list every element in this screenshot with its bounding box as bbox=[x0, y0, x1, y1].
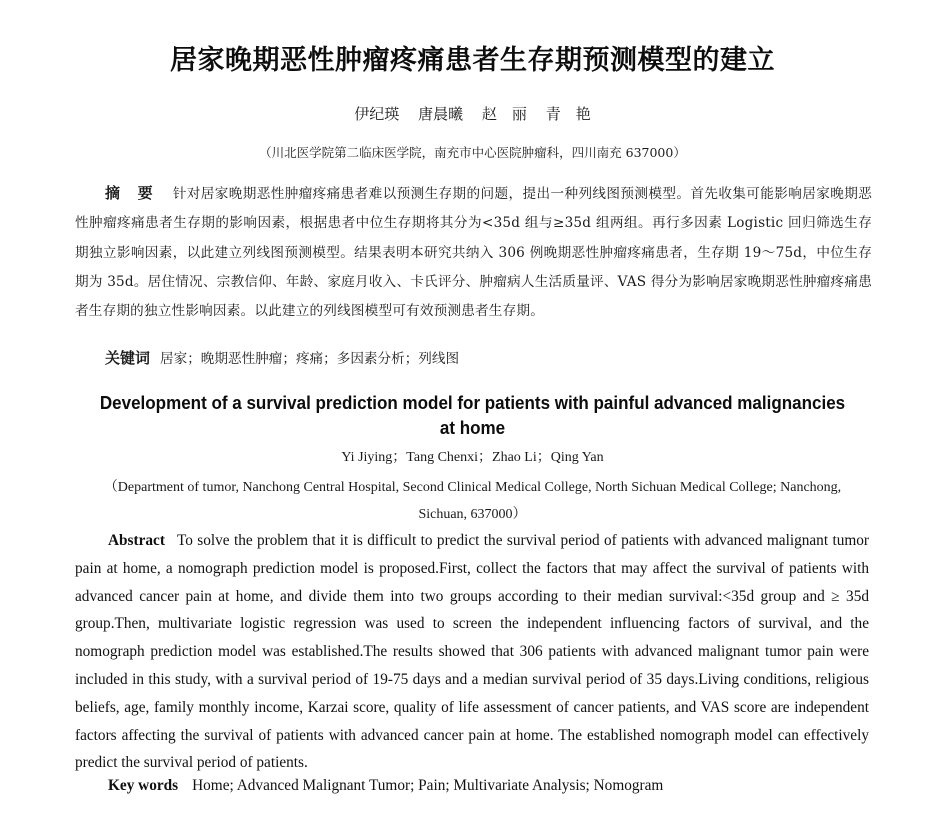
chinese-author: 唐晨曦 bbox=[418, 105, 464, 123]
chinese-keywords-text: 居家；晚期恶性肿瘤；疼痛；多因素分析；列线图 bbox=[160, 351, 460, 367]
chinese-title: 居家晚期恶性肿瘤疼痛患者生存期预测模型的建立 bbox=[170, 45, 775, 76]
english-title: Development of a survival prediction model for patients with painful advanced malignancies at home bbox=[99, 392, 846, 438]
chinese-keywords bbox=[105, 347, 459, 368]
english-keywords-text: Home; Advanced Malignant Tumor; Pain; Multivariate Analysis; Nomogram bbox=[192, 777, 664, 794]
chinese-author: 赵 丽 bbox=[481, 105, 527, 123]
english-abstract-label: Abstract bbox=[108, 532, 165, 549]
chinese-author-list bbox=[0, 103, 945, 124]
chinese-author: 青 艳 bbox=[545, 105, 591, 123]
english-keywords-label: Key words bbox=[108, 777, 179, 794]
chinese-keywords-label: 关键词 bbox=[105, 349, 151, 367]
chinese-abstract-text: 针对居家晚期恶性肿瘤疼痛患者难以预测生存期的问题，提出一种列线图预测模型。首先收集可能影响居家晚期恶性肿瘤疼痛患者生存期的影响因素，根据患者中位生存期将其分为<35d 组与≥35d 组两组。再行多因素 Logistic 回归筛选生存期独立影响因素，以此建立列线图预测模型。结果表明本研究共纳入 306 例晚期恶性肿瘤疼痛患者，生存期 19～75d，中位生存期为 35d。居住情况、宗教信仰、年龄、家庭月收入、卡氏评分、肿瘤病人生活质量评、VAS 得分为影响居家晚期恶性肿瘤疼痛患者生存期的独立性影响因素。以此建立的列线图模型可有效预测患者生存期。 bbox=[75, 186, 872, 320]
chinese-affiliation: （川北医学院第二临床医学院，南充市中心医院肿瘤科，四川南充 637000） bbox=[259, 145, 686, 160]
english-abstract-text: To solve the problem that it is difficult to predict the survival period of patients with advanced malignant tumor pain at home, a nomograph prediction model is proposed.First, collect the factors that may affect the survival of patients with advanced cancer pain at home, and divide them into two groups according to their median survival:<35d group and ≥ 35d group.Then, multivariate logistic regression was used to screen the independent influencing factors of survival, and the nomograph prediction model was established.The results showed that 306 patients with advanced malignant tumor pain were included in this study, with a survival period of 19-75 days and a median survival period of 35 days.Living conditions, religious beliefs, age, family monthly income, Karzai score, quality of life assessment of cancer patients, and VAS score are independent factors affecting the survival of patients with advanced cancer pain at home. The established nomograph model can effectively predict the survival period of patients. bbox=[75, 532, 869, 772]
english-affiliation: （Department of tumor, Nanchong Central Hospital, Second Clinical Medical College, North Sichuan Medical College; Nanchong, Sichuan, 637000） bbox=[103, 480, 842, 522]
english-abstract bbox=[75, 527, 869, 777]
english-author-list: Yi Jiying；Tang Chenxi；Zhao Li；Qing Yan bbox=[341, 450, 604, 465]
chinese-abstract bbox=[75, 179, 872, 326]
chinese-author: 伊纪瑛 bbox=[354, 105, 400, 123]
chinese-abstract-label: 摘 要 bbox=[105, 184, 159, 202]
english-keywords bbox=[108, 777, 663, 795]
